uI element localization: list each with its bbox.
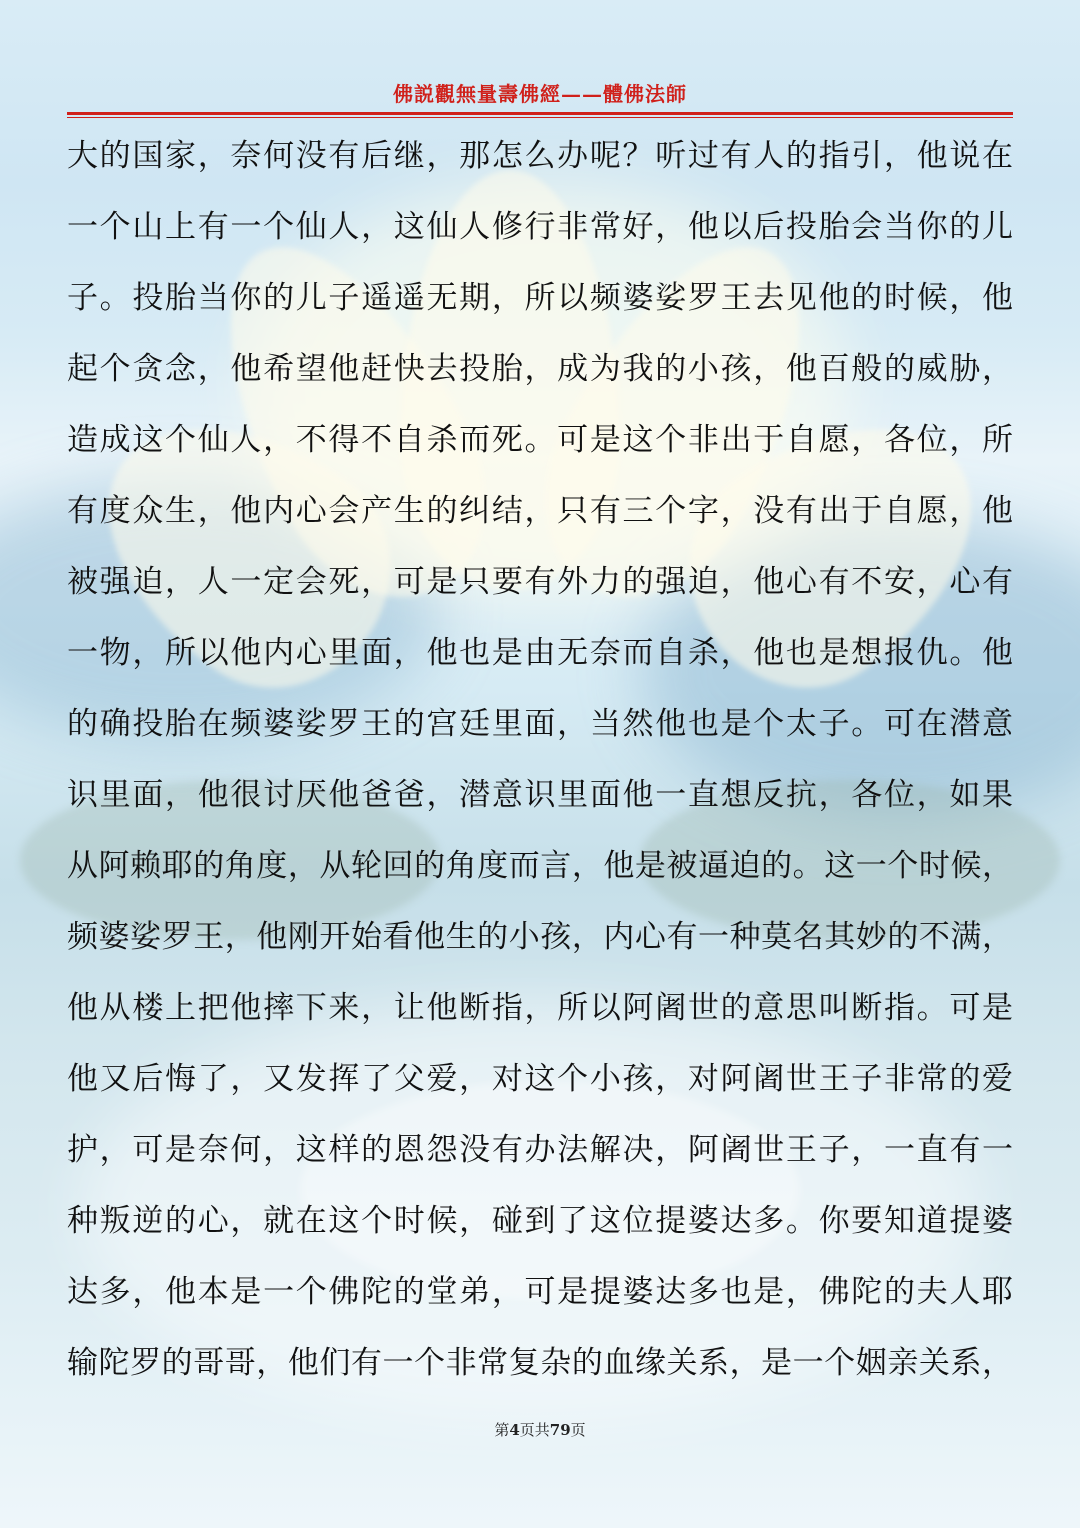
total-pages-number: 79 [549, 1421, 571, 1439]
text-line: 他从楼上把他摔下来，让他断指，所以阿阇世的意思叫断指。可是 [67, 990, 1013, 1026]
page-header-title: 佛説觀無量壽佛經——體佛法師 [393, 82, 687, 106]
text-line: 造成这个仙人，不得不自杀而死。可是这个非出于自愿，各位，所 [67, 422, 1013, 458]
text-line: 一个山上有一个仙人，这仙人修行非常好，他以后投胎会当你的儿 [67, 209, 1013, 245]
footer-middle: 页共 [519, 1421, 550, 1439]
text-line: 种叛逆的心，就在这个时候，碰到了这位提婆达多。你要知道提婆 [67, 1203, 1013, 1239]
text-line: 一物，所以他内心里面，他也是由无奈而自杀，他也是想报仇。他 [67, 635, 1013, 671]
footer-suffix: 页 [570, 1421, 586, 1439]
text-line: 频婆娑罗王，他刚开始看他生的小孩，内心有一种莫名其妙的不满， [67, 919, 1013, 955]
text-line: 输陀罗的哥哥，他们有一个非常复杂的血缘关系，是一个姻亲关系， [67, 1345, 1013, 1381]
page-footer [0, 1419, 1080, 1440]
header-rule-thick [67, 112, 1013, 115]
text-line: 护，可是奈何，这样的恩怨没有办法解决，阿阇世王子，一直有一 [67, 1132, 1013, 1168]
text-line: 他又后悔了，又发挥了父爱，对这个小孩，对阿阇世王子非常的爱 [67, 1061, 1013, 1097]
body-text [67, 124, 1013, 1402]
text-line: 子。投胎当你的儿子遥遥无期，所以频婆娑罗王去见他的时候，他 [67, 280, 1013, 316]
text-line: 达多，他本是一个佛陀的堂弟，可是提婆达多也是，佛陀的夫人耶 [67, 1274, 1013, 1310]
text-line: 大的国家，奈何没有后继，那怎么办呢？听过有人的指引，他说在 [67, 138, 1013, 174]
header-rule-thin [67, 117, 1013, 118]
text-line: 起个贪念，他希望他赶快去投胎，成为我的小孩，他百般的威胁， [67, 351, 1013, 387]
text-line: 被强迫，人一定会死，可是只要有外力的强迫，他心有不安，心有 [67, 564, 1013, 600]
text-line: 有度众生，他内心会产生的纠结，只有三个字，没有出于自愿，他 [67, 493, 1013, 529]
text-line: 识里面，他很讨厌他爸爸，潜意识里面他一直想反抗，各位，如果 [67, 777, 1013, 813]
current-page-number: 4 [509, 1421, 520, 1439]
text-line: 的确投胎在频婆娑罗王的宫廷里面，当然他也是个太子。可在潜意 [67, 706, 1013, 742]
text-line: 从阿赖耶的角度，从轮回的角度而言，他是被逼迫的。这一个时候， [67, 848, 1013, 884]
footer-prefix: 第 [494, 1421, 510, 1439]
